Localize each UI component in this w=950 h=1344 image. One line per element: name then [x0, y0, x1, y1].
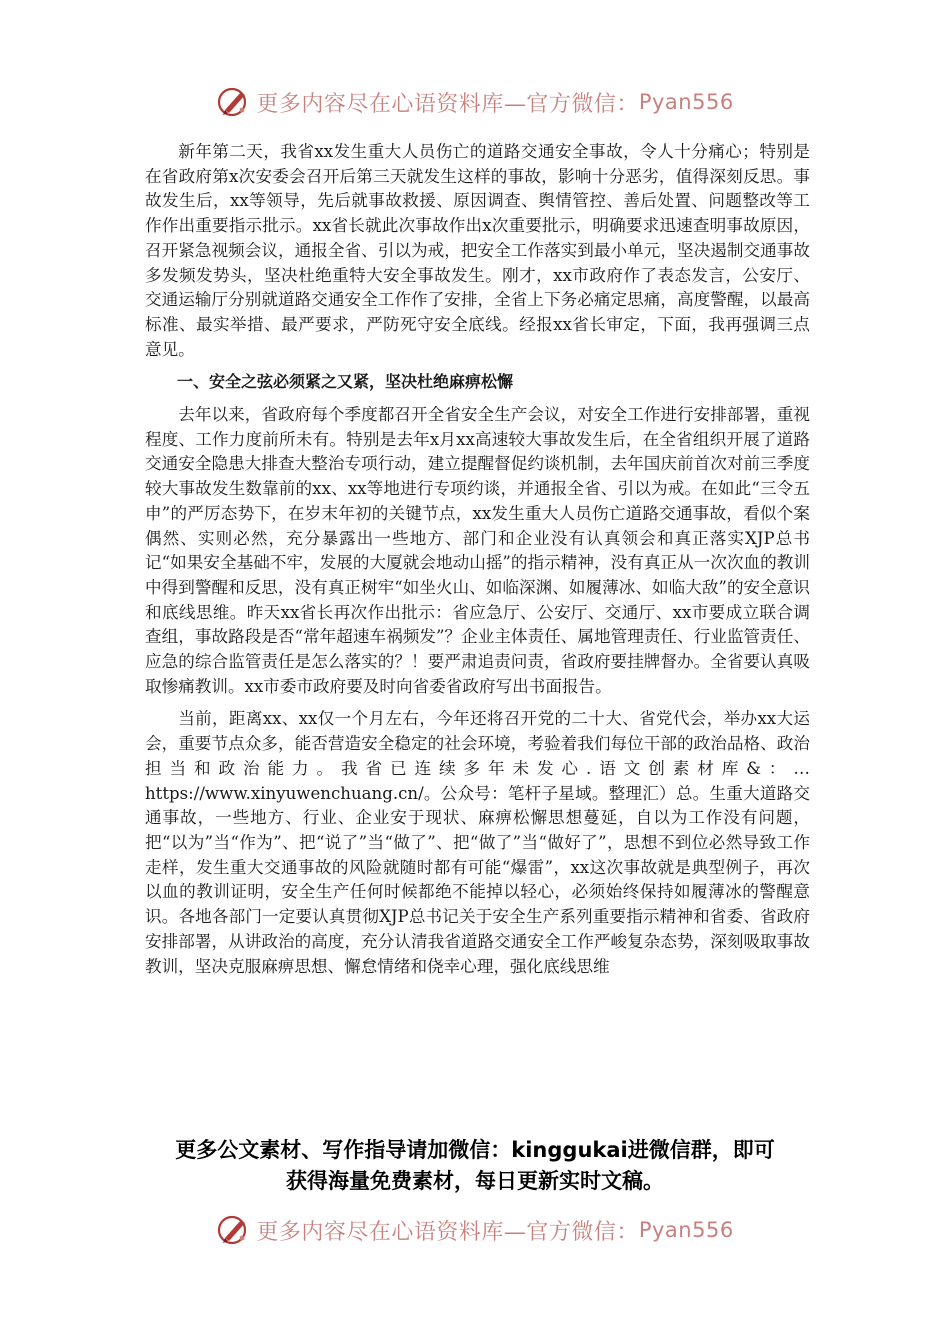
document-body — [145, 140, 810, 1003]
footer-banner-text: 更多内容尽在心语资料库—官方微信： — [256, 1219, 639, 1245]
promo-notice — [0, 1135, 950, 1197]
paragraph-1: 新年第二天，我省xx发生重大人员伤亡的道路交通安全事故，令人十分痛心；特别是在省政府第x次安委会召开后第三天就发生这样的事故，影响十分恶劣，值得深刻反思。事故发生后，xx等领导，先后就事故救援、原因调查、舆情管控、善后处置、问题整改等工作作出重要指示批示。xx省长就此次事故作出x次重要批示，明确要求迅速查明事故原因，召开紧急视频会议，通报全省、引以为戒，把安全工作落实到最小单元，坚决遏制交通事故多发频发势头，坚决杜绝重特大安全事故发生。刚才，xx市政府作了表态发言，公安厅、交通运输厅分别就道路交通安全工作作了安排，全省上下务必痛定思痛，高度警醒，以最高标准、最实举措、最严要求，严防死守安全底线。经报xx省长审定，下面，我再强调三点意见。 — [145, 142, 810, 359]
banner-wechat-id: Pyan556 — [638, 90, 734, 114]
promo-line-2: 获得海量免费素材，每日更新实时文稿。 — [286, 1169, 664, 1193]
header-watermark-banner — [0, 82, 950, 122]
footer-banner-inner — [216, 1212, 733, 1248]
pen-icon — [216, 84, 252, 120]
paragraph-3: 当前，距离xx、xx仅一个月左右，今年还将召开党的二十大、省党代会，举办xx大运会，重要节点众多，能否营造安全稳定的社会环境，考验着我们每位干部的政治品格、政治担当和政治能力。我省已连续多年未发心.语文创素材库&：…https://www.xinyuwenchuang.cn/。公众号：笔杆子星域。整理汇）总。生重大道路交通事故，一些地方、行业、企业安于现状、麻痹松懈思想蔓延，自以为工作没有问题，把“以为”当“作为”、把“说了”当“做了”、把“做了”当“做好了”，思想不到位必然导致工作走样，发生重大交通事故的风险就随时都有可能“爆雷”，xx这次事故就是典型例子，再次以血的教训证明，安全生产任何时候都绝不能掉以轻心，必须始终保持如履薄冰的警醒意识。各地各部门一定要认真贯彻XJP总书记关于安全生产系列重要指示精神和省委、省政府安排部署，从讲政治的高度，充分认清我省道路交通安全工作严峻复杂态势，深刻吸取事故教训，坚决克服麻痹思想、懈怠情绪和侥幸心理，强化底线思维 — [145, 709, 810, 976]
promo-line-1: 更多公文素材、写作指导请加微信：kinggukai进微信群，即可 — [175, 1138, 775, 1162]
paragraph-2: 去年以来，省政府每个季度都召开全省安全生产会议，对安全工作进行安排部署，重视程度、工作力度前所未有。特别是去年x月xx高速较大事故发生后，在全省组织开展了道路交通安全隐患大排查大整治专项行动，建立提醒督促约谈机制，去年国庆前首次对前三季度较大事故发生数靠前的xx、xx等地进行专项约谈，并通报全省、引以为戒。在如此“三令五申”的严厉态势下，在岁末年初的关键节点，xx发生重大人员伤亡道路交通事故，看似个案偶然、实则必然，充分暴露出一些地方、部门和企业没有认真领会和真正落实XJP总书记“如果安全基础不牢，发展的大厦就会地动山摇”的指示精神，没有真正从一次次血的教训中得到警醒和反思，没有真正树牢“如坐火山、如临深渊、如履薄冰、如临大敌”的安全意识和底线思维。昨天xx省长再次作出批示：省应急厅、公安厅、交通厅、xx市要成立联合调查组，事故路段是否“常年超速车祸频发”？企业主体责任、属地管理责任、行业监管责任、应急的综合监管责任是怎么落实的？！要严肃追责问责，省政府要挂牌督办。全省要认真吸取惨痛教训。xx市委市政府要及时向省委省政府写出书面报告。 — [145, 405, 810, 696]
pen-icon — [216, 1212, 252, 1248]
footer-watermark-banner — [0, 1210, 950, 1250]
banner-text: 更多内容尽在心语资料库—官方微信： — [256, 91, 639, 117]
banner-inner — [216, 84, 733, 120]
section-heading-1: 一、安全之弦必须紧之又紧，坚决杜绝麻痹松懈 — [177, 372, 514, 392]
footer-banner-wechat-id: Pyan556 — [638, 1218, 734, 1242]
